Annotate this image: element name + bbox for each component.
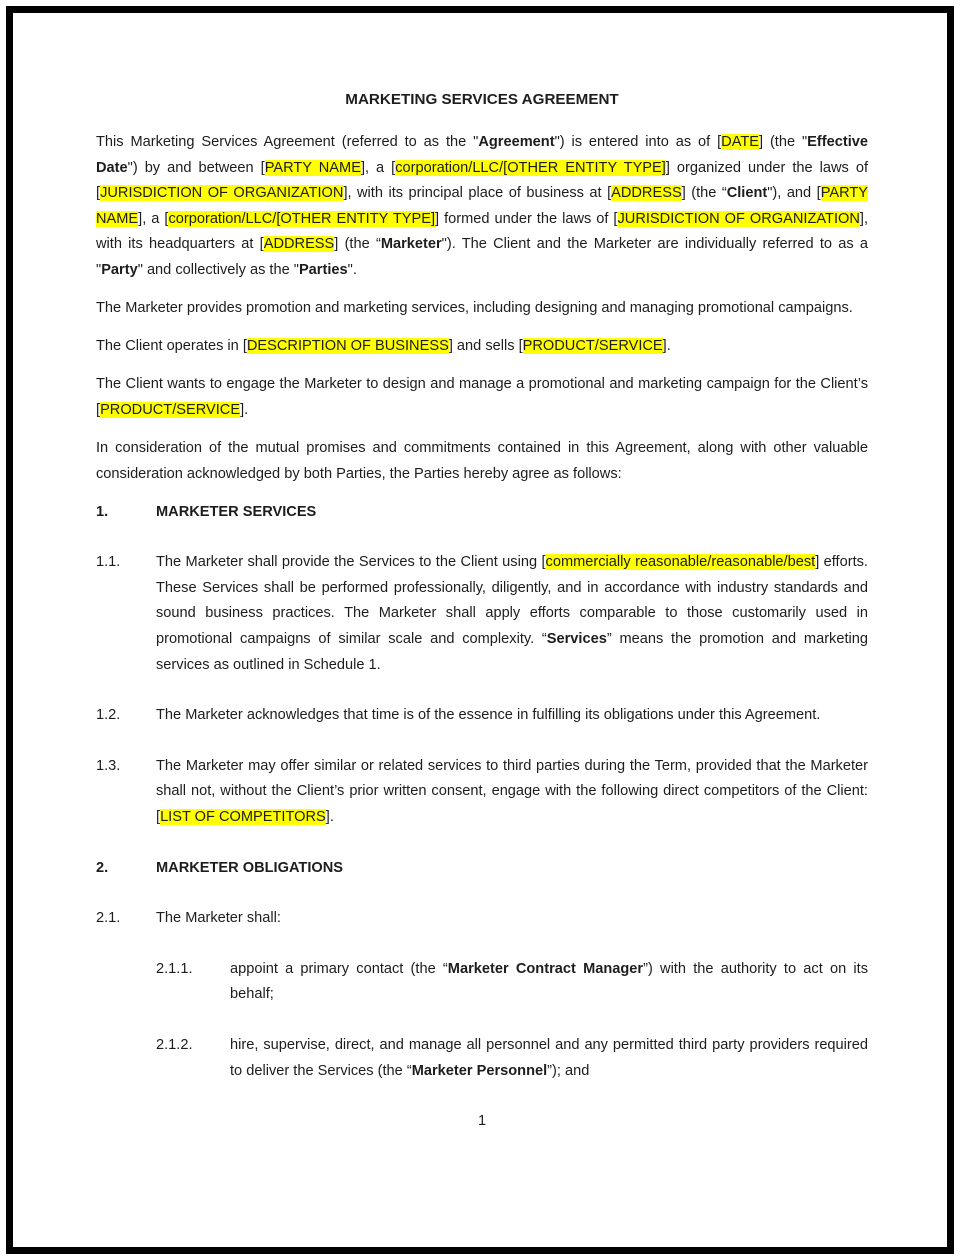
text-run: ] (the “ [334,236,381,253]
clause-number: 1.1. [96,554,121,571]
text-run: Marketer Contract Manager [447,960,644,977]
text-run: Marketer Personnel [411,1062,548,1079]
placeholder-highlight: commercially reasonable/reasonable/best [545,554,816,571]
text-run: appoint a primary contact (the “ [230,960,448,977]
clause-text [156,550,868,678]
page-number: 1 [477,1113,487,1130]
text-run: ") by and between [ [127,159,265,176]
text-run: ] (the " [759,134,808,150]
paragraph [96,296,868,322]
clause-text [156,754,868,831]
paragraph [96,372,868,423]
document-page [96,0,868,1135]
text-run: ] organized under the laws of [ [96,159,869,202]
section-heading [96,856,868,882]
text-run: Marketer [380,236,442,253]
text-run: In consideration of the mutual promises and commitments contained in this Agreement, along with other valuable consideration acknowledged by both Parties, the Parties hereby agree as follows: [96,439,868,482]
text-run: ” means the promotion and marketing services as outlined in Schedule 1. [156,631,868,673]
text-run: Services [546,631,607,647]
clause-number: 1. [96,503,109,520]
text-run: ”); and [547,1062,590,1079]
clause-text [156,856,868,882]
section-heading [96,500,868,526]
text-run: The Client operates in [ [96,338,247,355]
text-run: ], a [ [138,210,169,227]
text-run: Agreement [478,134,555,150]
numbered-clause [96,754,868,831]
placeholder-highlight: PRODUCT/SERVICE [100,401,241,418]
numbered-clause [96,550,868,678]
numbered-clause [96,703,868,729]
document-body [96,130,868,1084]
placeholder-highlight: DESCRIPTION OF BUSINESS [246,338,449,355]
paragraph [96,436,868,487]
text-run: The Client wants to engage the Marketer to design and manage a promotional and marketing campaign for the Client’s [ [96,376,868,418]
text-run: ”) with the authority to act on its behalf; [230,960,869,1003]
text-run: ] efforts. These Services shall be performed professionally, diligently, and in accordance with industry standards and sound business practices. The Marketer shall apply efforts comparable to those customarily used in promotional campaigns of similar scale and complexity. “ [156,554,868,647]
text-run: Party [101,261,138,278]
placeholder-highlight: JURISDICTION OF ORGANIZATION [617,210,860,227]
placeholder-highlight: DATE [721,134,759,150]
text-run: MARKETER SERVICES [156,503,317,520]
text-run: The Marketer shall provide the Services to the Client using [ [156,554,546,571]
text-run: This Marketing Services Agreement (referred to as the " [96,134,479,150]
placeholder-highlight: LIST OF COMPETITORS [160,808,326,825]
text-run: Client [726,185,768,202]
clause-number: 2.1.1. [156,960,193,977]
text-run: ]. [662,338,671,355]
text-run: ], with its headquarters at [ [96,210,869,253]
text-run: ") is entered into as of [ [554,134,722,150]
clause-text [156,500,868,526]
text-run: The Marketer provides promotion and marketing services, including designing and managing promotional campaigns. [96,300,853,317]
placeholder-highlight: ADDRESS [611,185,682,202]
text-run: ] formed under the laws of [ [435,210,618,227]
text-run: Effective Date [96,134,869,176]
document-title: MARKETING SERVICES AGREEMENT [345,91,619,108]
text-run: The Marketer may offer similar or related services to third parties during the Term, provided that the Marketer shall not, without the Client’s prior written consent, engage with the following direct competitors of the Client: [ [156,757,868,825]
text-run: ], a [ [360,159,396,176]
text-run: ] and sells [ [448,338,523,355]
text-run: hire, supervise, direct, and manage all personnel and any permitted third party providers required to deliver the Services (the “ [230,1036,868,1079]
sub-clause [156,957,868,1008]
text-run: ]. [240,401,249,418]
text-run: The Marketer acknowledges that time is of the essence in fulfilling its obligations under this Agreement. [156,707,821,724]
clause-text [156,703,868,729]
text-run: The Marketer shall: [156,910,281,927]
sub-clause [156,1033,868,1084]
text-run: "), and [ [767,185,821,202]
clause-text [156,906,868,932]
clause-number: 2.1. [96,910,121,927]
clause-text [230,957,868,1008]
text-run: Parties [298,261,348,278]
placeholder-highlight: JURISDICTION OF ORGANIZATION [100,185,344,202]
paragraph [96,130,868,284]
numbered-clause [96,906,868,932]
clause-number: 2. [96,859,109,876]
placeholder-highlight: PARTY NAME [264,159,361,176]
placeholder-highlight: corporation/LLC/[OTHER ENTITY TYPE] [168,210,436,227]
text-run: ]. [325,808,334,825]
placeholder-highlight: PRODUCT/SERVICE [522,338,663,355]
text-run: ] (the “ [681,185,727,202]
clause-number: 1.3. [96,757,121,774]
paragraph [96,334,868,360]
clause-text [230,1033,868,1084]
text-run: "). The Client and the Marketer are individually referred to as a " [96,236,869,278]
text-run: " and collectively as the " [137,261,299,278]
text-run: ". [347,261,357,278]
placeholder-highlight: corporation/LLC/[OTHER ENTITY TYPE] [395,159,666,176]
placeholder-highlight: ADDRESS [263,236,335,253]
text-run: MARKETER OBLIGATIONS [156,859,344,876]
text-run: ], with its principal place of business at [ [343,185,612,202]
clause-number: 1.2. [96,707,121,724]
clause-number: 2.1.2. [156,1036,193,1053]
placeholder-highlight: PARTY NAME [96,185,869,227]
